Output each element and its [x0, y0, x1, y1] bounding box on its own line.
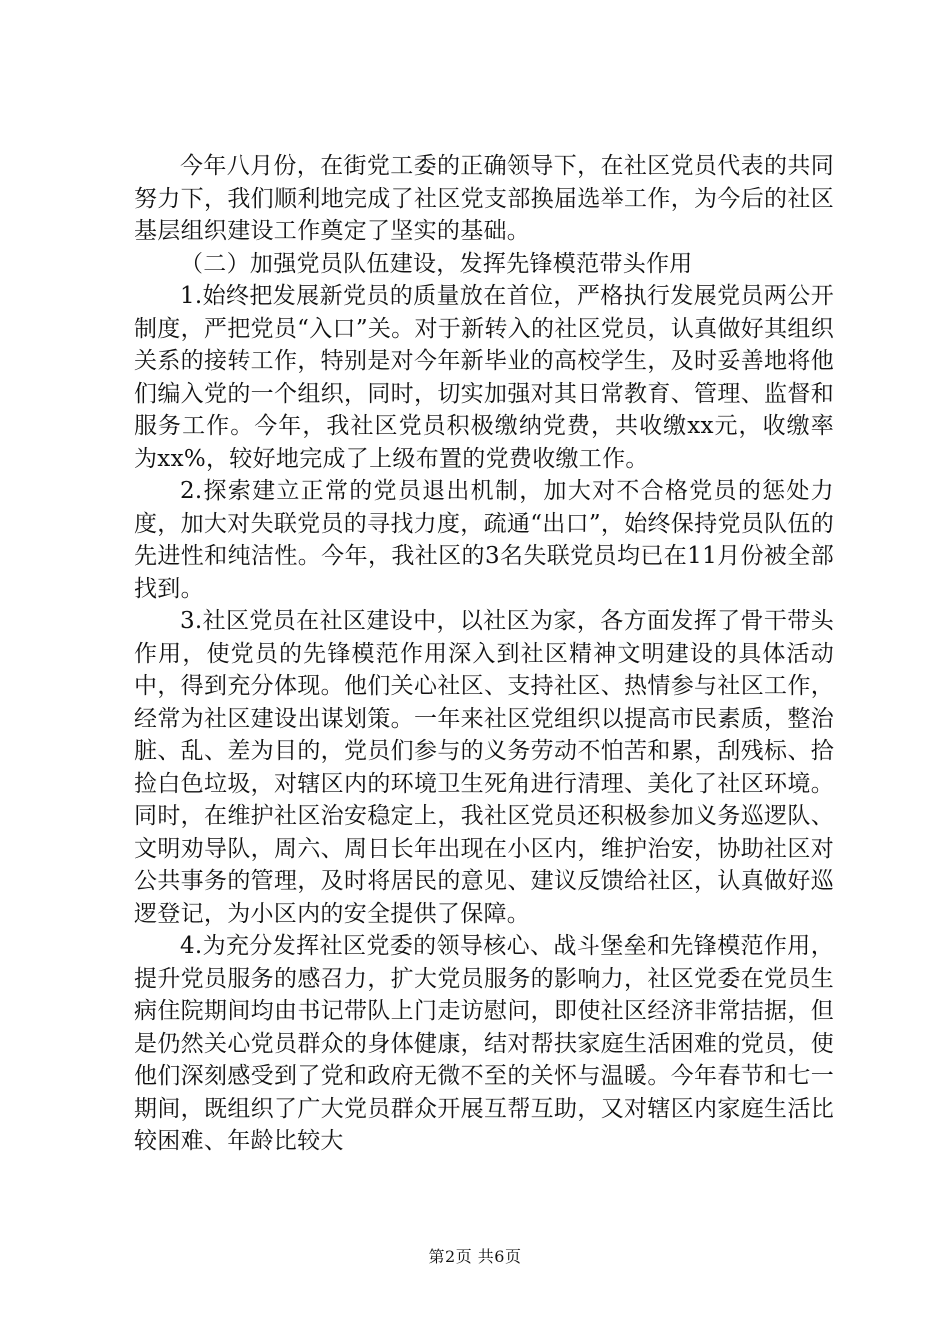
paragraph-item-2: 2.探索建立正常的党员退出机制，加大对不合格党员的惩处力度，加大对失联党员的寻找力度，疏通“出口”，始终保持党员队伍的先进性和纯洁性。今年，我社区的3名失联党员均已在11月份被全部找到。	[134, 478, 834, 602]
page-number-footer: 第2页 共6页	[428, 1247, 522, 1266]
paragraph-item-4: 4.为充分发挥社区党委的领导核心、战斗堡垒和先锋模范作用，提升党员服务的感召力，扩大党员服务的影响力，社区党委在党员生病住院期间均由书记带队上门走访慰问，即使社区经济非常拮据，但是仍然关心党员群众的身体健康，结对帮扶家庭生活困难的党员，使他们深刻感受到了党和政府无微不至的关怀与温暖。今年春节和七一期间，既组织了广大党员群众开展互帮互助，又对辖区内家庭生活比较困难、年龄比较大	[134, 933, 834, 1154]
document-body	[134, 150, 834, 1158]
section-heading: （二）加强党员队伍建设，发挥先锋模范带头作用	[180, 250, 693, 277]
paragraph-item-3: 3.社区党员在社区建设中，以社区为家，各方面发挥了骨干带头作用，使党员的先锋模范作用深入到社区精神文明建设的具体活动中，得到充分体现。他们关心社区、支持社区、热情参与社区工作，经常为社区建设出谋划策。一年来社区党组织以提高市民素质，整治脏、乱、差为目的，党员们参与的义务劳动不怕苦和累，刮残标、拾捡白色垃圾，对辖区内的环境卫生死角进行清理、美化了社区环境。同时，在维护社区治安稳定上，我社区党员还积极参加义务巡逻队、文明劝导队，周六、周日长年出现在小区内，维护治安，协助社区对公共事务的管理，及时将居民的意见、建议反馈给社区，认真做好巡逻登记，为小区内的安全提供了保障。	[134, 608, 834, 927]
paragraph-election: 今年八月份，在街党工委的正确领导下，在社区党员代表的共同努力下，我们顺利地完成了社区党支部换届选举工作，为今后的社区基层组织建设工作奠定了坚实的基础。	[134, 153, 834, 244]
paragraph-item-1: 1.始终把发展新党员的质量放在首位，严格执行发展党员两公开制度，严把党员“入口”关。对于新转入的社区党员，认真做好其组织关系的接转工作，特别是对今年新毕业的高校学生，及时妥善地将他们编入党的一个组织，同时，切实加强对其日常教育、管理、监督和服务工作。今年，我社区党员积极缴纳党费，共收缴xx元，收缴率为xx%，较好地完成了上级布置的党费收缴工作。	[134, 283, 834, 472]
